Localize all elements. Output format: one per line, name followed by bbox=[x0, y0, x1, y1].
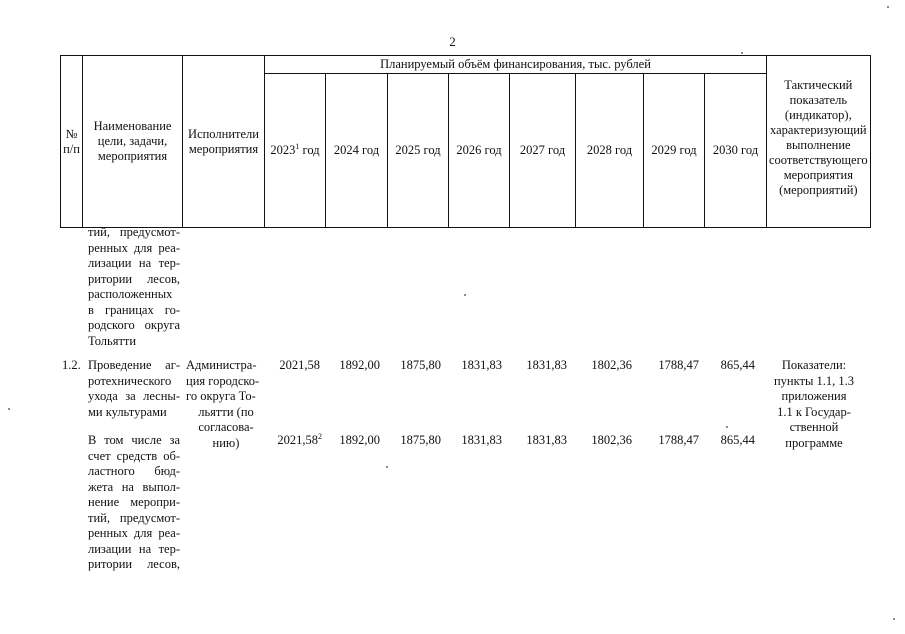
row-name: Проведение аг- ротехнического ухода за лесны- ми культурами bbox=[88, 358, 180, 419]
incl-value-2028: 1802,36 bbox=[591, 433, 632, 447]
header-plan-title: Планируемый объём финансирования, тыс. рублей bbox=[265, 56, 767, 74]
value-2030: 865,44 bbox=[720, 358, 755, 372]
row-number: 1.2. bbox=[62, 358, 81, 372]
value-2029: 1788,47 bbox=[658, 358, 699, 372]
scan-speck bbox=[887, 6, 889, 8]
scan-speck bbox=[464, 294, 466, 296]
value-2028: 1802,36 bbox=[591, 358, 632, 372]
incl-value-2026: 1831,83 bbox=[461, 433, 502, 447]
page-number: 2 bbox=[449, 34, 456, 49]
continuation-text: тий, предусмот- ренных для реа- лизации на тер- ритории лесов, расположенных в границах го- родского округа Тольятти bbox=[88, 225, 180, 348]
row-executors: Администра- ция городско- го округа То- льятти (по согласова- нию) bbox=[186, 358, 260, 450]
scan-speck bbox=[741, 52, 743, 54]
value-2027: 1831,83 bbox=[526, 358, 567, 372]
header-name: Наименование цели, задачи, мероприятия bbox=[83, 56, 183, 228]
value-2026: 1831,83 bbox=[461, 358, 502, 372]
incl-value-2024: 1892,00 bbox=[339, 433, 380, 447]
scan-speck bbox=[726, 426, 728, 428]
header-year-2029: 2029 год bbox=[644, 74, 705, 228]
incl-value-2025: 1875,80 bbox=[400, 433, 441, 447]
header-year-2023: 2023$^1$ год bbox=[265, 74, 326, 228]
header-year-2025: 2025 год bbox=[388, 74, 449, 228]
header-year-2027: 2027 год bbox=[510, 74, 576, 228]
scan-speck bbox=[893, 618, 895, 620]
row-incl-name: В том числе за счет средств об- ластного бюд- жета на выпол- нение меропри- тий, предусмот- ренных для реа- лизации на тер- ритории лесов, bbox=[88, 433, 180, 571]
header-indicator: Тактический показатель (индикатор), характеризующий выполнение соответствующего мероприятия (мероприятий) bbox=[767, 56, 871, 228]
header-year-2028: 2028 год bbox=[576, 74, 644, 228]
row-indicator: Показатели: пункты 1.1, 1.3 приложения 1.1 к Государ- ственной программе bbox=[773, 358, 855, 450]
incl-value-2030: 865,44 bbox=[720, 433, 755, 447]
header-number: № п/п bbox=[61, 56, 83, 228]
incl-value-2023: 2021,58$^2$ bbox=[277, 431, 322, 447]
header-year-2026: 2026 год bbox=[449, 74, 510, 228]
value-2025: 1875,80 bbox=[400, 358, 441, 372]
incl-value-2029: 1788,47 bbox=[658, 433, 699, 447]
value-2024: 1892,00 bbox=[339, 358, 380, 372]
header-year-2024: 2024 год bbox=[326, 74, 388, 228]
incl-value-2027: 1831,83 bbox=[526, 433, 567, 447]
header-executors: Исполнители мероприятия bbox=[183, 56, 265, 228]
table-header bbox=[60, 55, 871, 228]
scan-speck bbox=[8, 408, 10, 410]
header-year-2030: 2030 год bbox=[705, 74, 767, 228]
value-2023: 2021,58 bbox=[279, 358, 320, 372]
scan-speck bbox=[386, 466, 388, 468]
